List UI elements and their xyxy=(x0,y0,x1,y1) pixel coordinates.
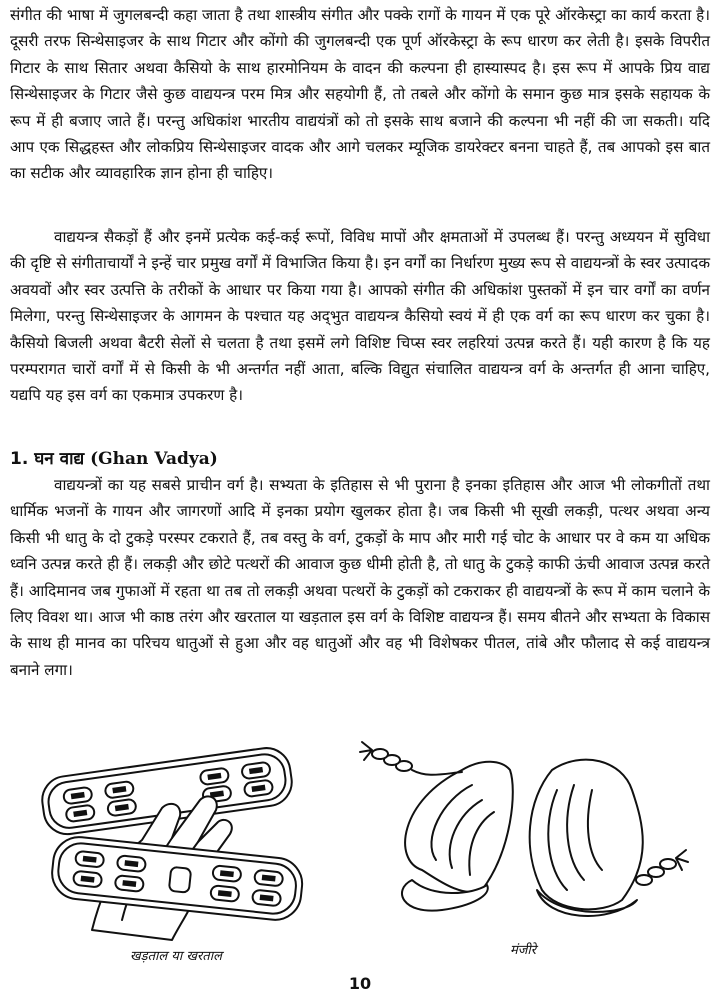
paragraph-instrument-classes: वाद्ययन्त्र सैकड़ों हैं और इनमें प्रत्येक कई-कई रूपों, विविध मापों और क्षमताओं में उपलब्ध हैं। परन्तु अध्ययन में सुविधा की दृष्टि से संगीताचार्यों ने इन्हें चार प्रमुख वर्गों में विभाजित किया है। इन वर्गों का निर्धारण मुख्य रूप से वाद्ययन्त्रों के स्वर उत्पादक अवयवों और स्वर उत्पत्ति के तरीकों के आधार पर किया गया है। आपको संगीत की अधिकांश पुस्तकों में इन चार वर्गों का वर्णन मिलेगा, परन्तु सिन्थेसाइजर के आगमन के पश्चात यह अद्‌भुत वाद्ययन्त्र कैसियो स्वयं में ही एक वर्ग का रूप धारण कर चुका है। कैसियो बिजली अथवा बैटरी सेलों से चलता है तथा इसमें लगे विशिष्ट चिप्स स्वर लहरियां उत्पन्न करते हैं। यही कारण है कि यह परम्परागत चारों वर्गों में से किसी के भी अन्तर्गत नहीं आता, बल्कि विद्युत संचालित वाद्ययन्त्र वर्ग के अन्तर्गत ही आना चाहिए, यद्यपि यह इस वर्ग का एकमात्र उपकरण है। xyxy=(10,228,710,405)
heading-hindi: घन वाद्य xyxy=(34,449,85,469)
paragraph-ghan-vadya: वाद्ययन्त्रों का यह सबसे प्राचीन वर्ग है। सभ्यता के इतिहास से भी पुराना है इनका इतिहास और आज भी लोकगीतों तथा धार्मिक भजनों के गायन और जागरणों आदि में इनका प्रयोग खुलकर होता है। जब किसी भी सूखी लकड़ी, पत्थर अथवा अन्य किसी भी धातु के दो टुकड़े परस्पर टकराते हैं, तब वस्तु के वर्ग, टुकड़ों के माप और मारी गई चोट के आधार पर वे कम या अधिक ध्वनि उत्पन्न करते ही हैं। लकड़ी और छोटे पत्थरों की आवाज कुछ धीमी होती है, तो धातु के टुकड़े काफी ऊंची आवाज उत्पन्न करते हैं। आदिमानव जब गुफाओं में रहता था तब तो लकड़ी अथवा पत्थरों के टुकड़ों को टकराकर ही वाद्ययन्त्रों के रूप में काम चलाने के लिए विवश था। आज भी काष्ठ तरंग और खरताल या खड़ताल इस वर्ग के विशिष्ट वाद्ययन्त्र हैं। समय बीतने और सभ्यता के विकास के साथ ही मानव का परिचय धातुओं से हुआ और वह धातुओं और वह भी विशेषकर पीतल, तांबे और फौलाद से कई वाद्ययन्त्र बनाने लगा। xyxy=(10,476,710,679)
manjire-caption: मंजीरे xyxy=(510,943,537,958)
heading-english: (Ghan Vadya) xyxy=(90,449,218,469)
manjire-illustration xyxy=(352,730,692,945)
khartal-caption: खड़ताल या खरताल xyxy=(130,949,222,964)
paragraph-intro: संगीत की भाषा में जुगलबन्दी कहा जाता है तथा शास्त्रीय संगीत और पक्के रागों के गायन में एक पूरे ऑरकेस्ट्रा का कार्य करता है। दूसरी तरफ सिन्थेसाइजर के साथ गिटार और कोंगो की जुगलबन्दी एक पूर्ण ऑरकेस्ट्रा के रूप धारण कर लेती है। इसके विपरीत गिटार के साथ सितार अथवा कैसियो के साथ हारमोनियम के वादन की कल्पना ही हास्यास्पद है। इस रूप में आपके प्रिय वाद्य सिन्थेसाइजर के गिटार जैसे कुछ वाद्ययन्त्र परम मित्र और सहयोगी हैं, तो तबले और कोंगो के समान कुछ मात्र इसके सहायक के रूप में ही बजाए जाते हैं। परन्तु अधिकांश भारतीय वाद्ययंत्रों को तो इसके साथ बजाने की कल्पना भी नहीं की जा सकती। यदि आप एक सिद्धहस्त और लोकप्रिय सिन्थेसाइजर वादक और आगे चलकर म्यूजिक डायरेक्टर बनना चाहते हैं, तब आपको इस बात का सटीक और व्यावहारिक ज्ञान होना ही चाहिए। xyxy=(10,6,710,183)
heading-number: 1. xyxy=(10,449,29,469)
khartal-illustration xyxy=(22,730,342,945)
section-heading xyxy=(10,446,218,469)
page-number: 10 xyxy=(348,974,372,993)
